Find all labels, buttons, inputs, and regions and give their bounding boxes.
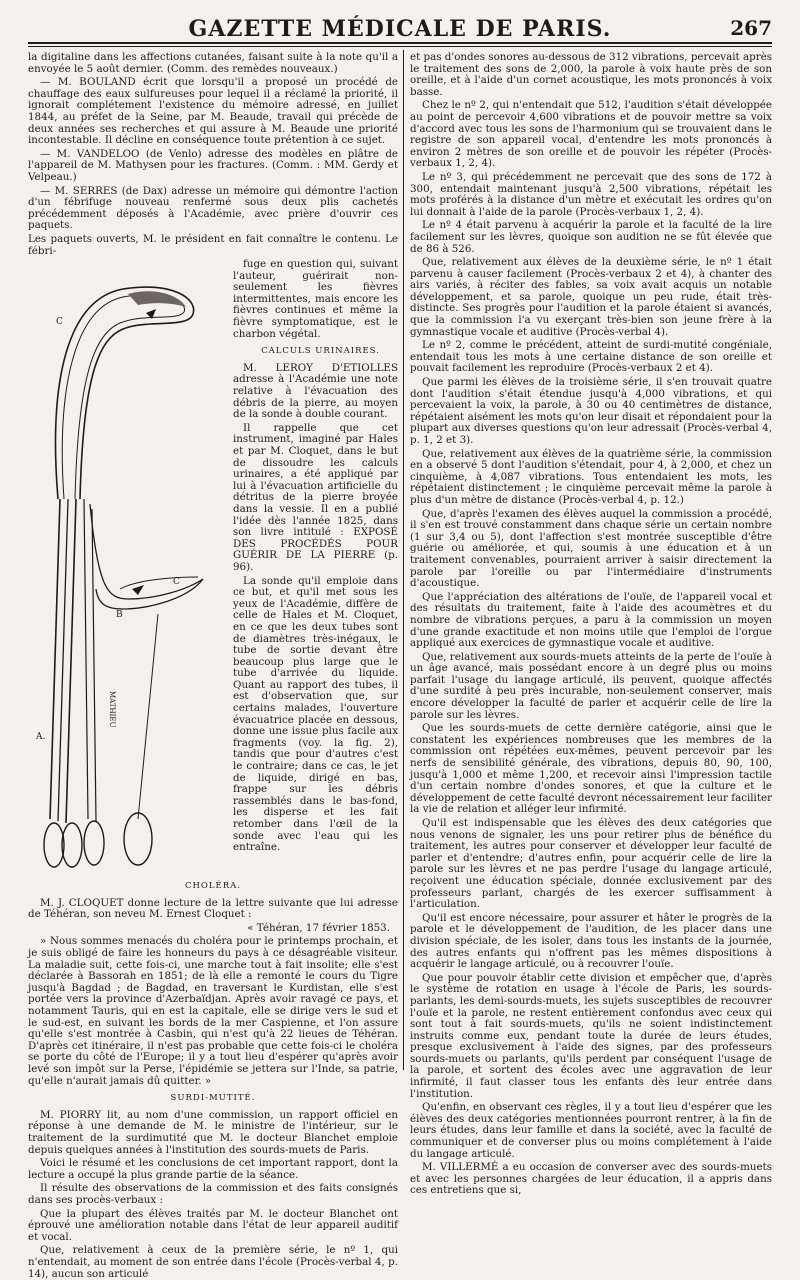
- paragraph: Que parmi les élèves de la troisième série, il s'en trouvait quatre dont l'audition s'était étendue jusqu'à 4,000 vibrations, et qui percevaient la voix, la parole, à 30 ou 40 centimètres de distance, répétaient aisément les mots qu'on leur disait et répondaient pour la plupart aux diverses questions qu'on leur adressait (Procès-verbal 4, p. 1, 2 et 3).: [410, 376, 772, 446]
- paragraph: Que, relativement aux élèves de la deuxième série, le nº 1 était parvenu à causer facilement (Procès-verbaux 2 et 4), à chanter des airs variés, à réciter des fables, sa voix avait acquis un notable développement, et sa parole, quoique un peu rude, était très-distincte. Ses progrès pour l'audition et la parole étaient si avancés, que la commission l'a vu exerçant très-bien son jeune frère à la gymnastique vocale et auditive (Procès-verbal 4).: [410, 256, 772, 338]
- journal-title: GAZETTE MÉDICALE DE PARIS.: [188, 16, 612, 42]
- header-rule: [28, 46, 772, 47]
- paragraph: Le nº 2, comme le précédent, atteint de surdi-mutité congéniale, entendait tous les mots à une certaine distance de son oreille et pouvait facilement les reproduire (Procès-verbaux 2 et 4).: [410, 339, 772, 375]
- paragraph: La sonde qu'il emploie dans ce but, et qu'il met sous les yeux de l'Académie, diffère de celle de Hales et M. Cloquet, en ce que les deux tubes sont de diamètres très-inégaux, le tube de sortie devant être beaucoup plus large que le tube d'arrivée du liquide. Quant au rapport des tubes, il est d'observation que, sur certains malades, l'ouverture évacuatrice placée en dessous, donne une issue plus facile aux fragments (voy. la fig. 2), tandis que pour d'autres c'est le contraire; dans ce cas, le jet de liquide, dirigé en bas, frappe sur les débris rassemblés dans le bas-fond, les disperse et les fait retomber dans l'œil de la sonde avec l'eau qui les entraîne.: [233, 574, 398, 854]
- section-heading-calculs: CALCULS URINAIRES.: [261, 346, 380, 357]
- figure-label-b: B: [116, 610, 123, 621]
- paragraph: M. J. CLOQUET donne lecture de la lettre suivante que lui adresse de Téhéran, son neveu M. Ernest Cloquet :: [28, 896, 398, 921]
- figure-side-text: [233, 259, 398, 856]
- page-header: [28, 14, 772, 44]
- paragraph: Il rappelle que cet instrument, imaginé par Hales et par M. Cloquet, dans le but de dissoudre les calculs urinaires, a été appliqué par lui à l'évacuation artificielle du détritus de la pierre broyée dans la vessie. Il en a publié l'idée dès l'année 1825, dans son livre intitulé : EXPOSÉ DES PROCÉDÉS POUR GUÉRIR DE LA PIERRE (p. 96).: [233, 421, 398, 573]
- page-number: 267: [730, 16, 772, 40]
- left-column: [28, 51, 398, 1280]
- paragraph: Qu'enfin, en observant ces règles, il y a tout lieu d'espérer que les élèves des deux catégories mentionnées pourront rentrer, à la fin de leurs études, dans leur famille et dans la société, avec la faculté de communiquer et de converser plus ou moins complétement à l'aide du langage articulé.: [410, 1101, 772, 1160]
- paragraph: M. VILLERMÉ a eu occasion de converser avec des sourds-muets et avec les personnes chargées de leur éducation, il a appris dans ces entretiens que si,: [410, 1161, 772, 1197]
- column-divider: [403, 50, 404, 1070]
- paragraph: et pas d'ondes sonores au-dessous de 312 vibrations, percevait après le traitement des sons de 2,000, la parole à voix haute près de son oreille, et à l'aide d'un cornet acoustique, les mots prononcés à voix basse.: [410, 51, 772, 98]
- figure-engraver-caption: MATHIEU: [108, 691, 116, 728]
- section-heading-surdi-mutite: SURDI-MUTITÉ.: [170, 1093, 256, 1104]
- sonde-illustration: [28, 259, 226, 871]
- letter-dateline: « Téhéran, 17 février 1853.: [247, 921, 390, 934]
- paragraph: fuge en question qui, suivant l'auteur, guérirait non-seulement les fièvres intermittentes, mais encore les fièvres continues et même la fièvre symptomatique, est le charbon végétal.: [233, 258, 398, 340]
- paragraph: Chez le nº 2, qui n'entendait que 512, l'audition s'était développée au point de percevoir 4,600 vibrations et de pouvoir mettre sa voix d'accord avec tous les sons de l'harmonium qui se trouvaient dans le registre de son appareil vocal, d'entendre les mots prononcés à environ 2 mètres de son oreille et de pouvoir les répéter (Procès-verbaux 1, 2, 4).: [410, 99, 772, 170]
- paragraph: Que, d'après l'examen des élèves auquel la commission a procédé, il s'en est trouvé constamment dans chaque série un certain nombre (1 sur 3,4 ou 5), dont l'affection s'est montrée susceptible d'être guérie ou améliorée, et qui, soumis à une éducation et à un traitement convenables, pourraient arriver à saisir directement la parole par l'oreille ou par l'intermédiaire d'instruments d'acoustique.: [410, 507, 772, 590]
- paragraph: — M. VANDELOO (de Venlo) adresse des modèles en plâtre de l'appareil de M. Mathysen pour les fractures. (Comm. : MM. Gerdy et Velpeau.): [28, 147, 398, 183]
- figure-label-a: A.: [36, 732, 46, 743]
- paragraph: Qu'il est indispensable que les élèves des deux catégories que nous venons de signaler, les uns pour retirer plus de bénéfice du traitement, les autres pour conserver et développer leur faculté de parler et d'entendre; d'autres enfin, pour acquérir celle de lire la parole sur les lèvres et ne pas perdre l'usage du langage articulé, reçoivent une éducation spéciale, donnée exclusivement par des professeurs parlant, chargés de les exercer suffisamment à l'articulation.: [410, 817, 772, 911]
- paragraph: Que, relativement aux sourds-muets atteints de la perte de l'ouïe à un âge avancé, mais possédant encore à un degré plus ou moins parfait l'usage du langage articulé, ils peuvent, quoique affectés d'une surdité à peu près incurable, non-seulement conserver, mais encore développer la faculté de parler et acquérir celle de lire la parole sur les lèvres.: [410, 650, 772, 721]
- paragraph: Que la plupart des élèves traités par M. le docteur Blanchet ont éprouvé une amélioration notable dans l'état de leur appareil auditif et vocal.: [28, 1207, 398, 1243]
- paragraph: M. LEROY D'ETIOLLES adresse à l'Académie une note relative à l'évacuation des débris de la pierre, au moyen de la sonde à double courant.: [233, 361, 398, 421]
- paragraph: M. PIORRY lit, au nom d'une commission, un rapport officiel en réponse à une demande de M. le ministre de l'intérieur, sur le traitement de la surdimutité que M. le docteur Blanchet emploie depuis quelques années à l'institution des sourds-muets de Paris.: [28, 1108, 398, 1156]
- paragraph: Que, relativement aux élèves de la quatrième série, la commission en a observé 5 dont l'audition s'étendait, pour 4, à 2,000, et chez un cinquième, à 4,087 vibrations. Tous entendaient les mots, les répétaient distinctement ; le cinquième percevait même la parole à plus d'un mètre de distance (Procès-verbal 4, p. 12.): [410, 447, 772, 506]
- paragraph: — M. BOULAND écrit que lorsqu'il a proposé un procédé de chauffage des eaux sulfureuses pour lequel il a réclamé la priorité, il ignorait complétement l'existence du mémoire adressé, en juillet 1844, au préfet de la Seine, par M. Beaude, travail qui précède de deux années ses recherches et qui assure à M. Beaude une priorité incontestable. Il décline en conséquence toute prétention à ce sujet.: [28, 76, 398, 147]
- paragraph: la digitaline dans les affections cutanées, faisant suite à la note qu'il a envoyée le 5 août dernier. (Comm. des remèdes nouveaux.): [28, 51, 398, 75]
- paragraph: Le nº 3, qui précédemment ne percevait que des sons de 172 à 300, entendait maintenant jusqu'à 2,500 vibrations, répétait les mots proférés à la distance d'un mètre et exécutait les ordres qu'on lui donnait à l'aide de la parole (Procès-verbaux 1, 2, 4).: [410, 170, 772, 218]
- figure-label-c-tip: C: [173, 577, 180, 588]
- right-column: [410, 51, 773, 1197]
- paragraph: Voici le résumé et les conclusions de cet important rapport, dont la lecture a occupé la plus grande partie de la séance.: [28, 1157, 398, 1181]
- paragraph: Le nº 4 était parvenu à acquérir la parole et la faculté de la lire facilement sur les lèvres, quoique son audition ne se fût élevée que de 86 à 526.: [410, 219, 772, 255]
- section-heading-cholera: CHOLÉRA.: [185, 881, 241, 892]
- paragraph: Que pour pouvoir établir cette division et empêcher que, d'après le système de rotation en usage à l'école de Paris, les sourds-parlants, les demi-sourds-muets, les sujets susceptibles de recouvrer l'ouïe et la parole, ne restent entièrement confondus avec ceux qui sont tout à fait sourds-muets, qu'ils ne soient indistinctement instruits comme eux, pendant toute la durée de leurs études, presque exclusivement à l'aide des signes, par des professeurs sourds-muets ou parlants, qu'ils perdent par conséquent l'usage de la parole, et sortent des écoles avec une aggravation de leur infirmité, il faut classer tous les enfants dès leur entrée dans l'institution.: [410, 971, 772, 1100]
- paragraph: — M. SERRES (de Dax) adresse un mémoire qui démontre l'action d'un fébrifuge nouveau renfermé sous deux plis cachetés précédemment déposés à l'Académie, avec prière d'ouvrir ces paquets.: [28, 184, 398, 232]
- paragraph: Qu'il est encore nécessaire, pour assurer et hâter le progrès de la parole et le développement de l'audition, de les placer dans une division spéciale, de les isoler, dans tous les instants de la journée, des autres enfants qui n'offrent pas les mêmes dispositions à acquérir le langage articulé, ou à recouvrer l'ouïe.: [410, 911, 772, 971]
- figure-block: [28, 259, 398, 875]
- paragraph: Il résulte des observations de la commission et des faits consignés dans ses procès-verbaux :: [28, 1182, 398, 1206]
- paragraph: » Nous sommes menacés du choléra pour le printemps prochain, et je suis obligé de faire les honneurs du pays à ce désagréable visiteur. La maladie suit, cette fois-ci, une marche tout à fait insolite; elle s'est déclarée à Bassorah en 1851; de là elle a remonté le cours du Tigre jusqu'à Bagdad ; de Bagdad, en traversant le Kurdistan, elle s'est portée vers la province d'Azerbaïdjan. Après avoir ravagé ce pays, et notamment Tauris, qui en est la capitale, elle se dirige vers le sud et le sud-est, en suivant les bords de la mer Caspienne, et l'on assure qu'elle s'est montrée à Casbin, qui n'est qu'à 22 lieues de Téhéran. D'après cet itinéraire, il n'est pas probable que cette fois-ci le choléra se porte du côté de l'Europe; il y a tout lieu d'espérer qu'après avoir levé son impôt sur la Perse, l'épidémie se jettera sur l'Inde, sa patrie, qu'elle n'aurait jamais dû quitter. »: [28, 935, 398, 1087]
- paragraph: Les paquets ouverts, M. le président en fait connaître le contenu. Le fébri-: [28, 232, 398, 257]
- paragraph: Que les sourds-muets de cette dernière catégorie, ainsi que le constatent les expériences nombreuses que les membres de la commission ont répétées eux-mêmes, peuvent percevoir par les nerfs de sensibilité générale, des vibrations, depuis 80, 90, 100, jusqu'à 1,000 et même 1,200, et recevoir ainsi l'impression tactile d'un certain nombre d'ondes sonores, et que la culture et le développement de cette faculté devront nécessairement leur faciliter la vie de relation et alléger leur infirmité.: [410, 722, 773, 816]
- figure-label-c-top: C: [56, 317, 63, 328]
- paragraph: Que l'appréciation des altérations de l'ouïe, de l'appareil vocal et des résultats du traitement, faite à l'aide des acoumètres et du nombre de vibrations perçues, a paru à la commission un moyen d'une grande exactitude et non moins utile que l'emploi de l'orgue appliqué aux exercices de gymnastique vocale et auditive.: [410, 590, 772, 650]
- paragraph: Que, relativement à ceux de la première série, le nº 1, qui n'entendait, au moment de son entrée dans l'école (Procès-verbal 4, p. 14), aucun son articulé: [28, 1244, 398, 1280]
